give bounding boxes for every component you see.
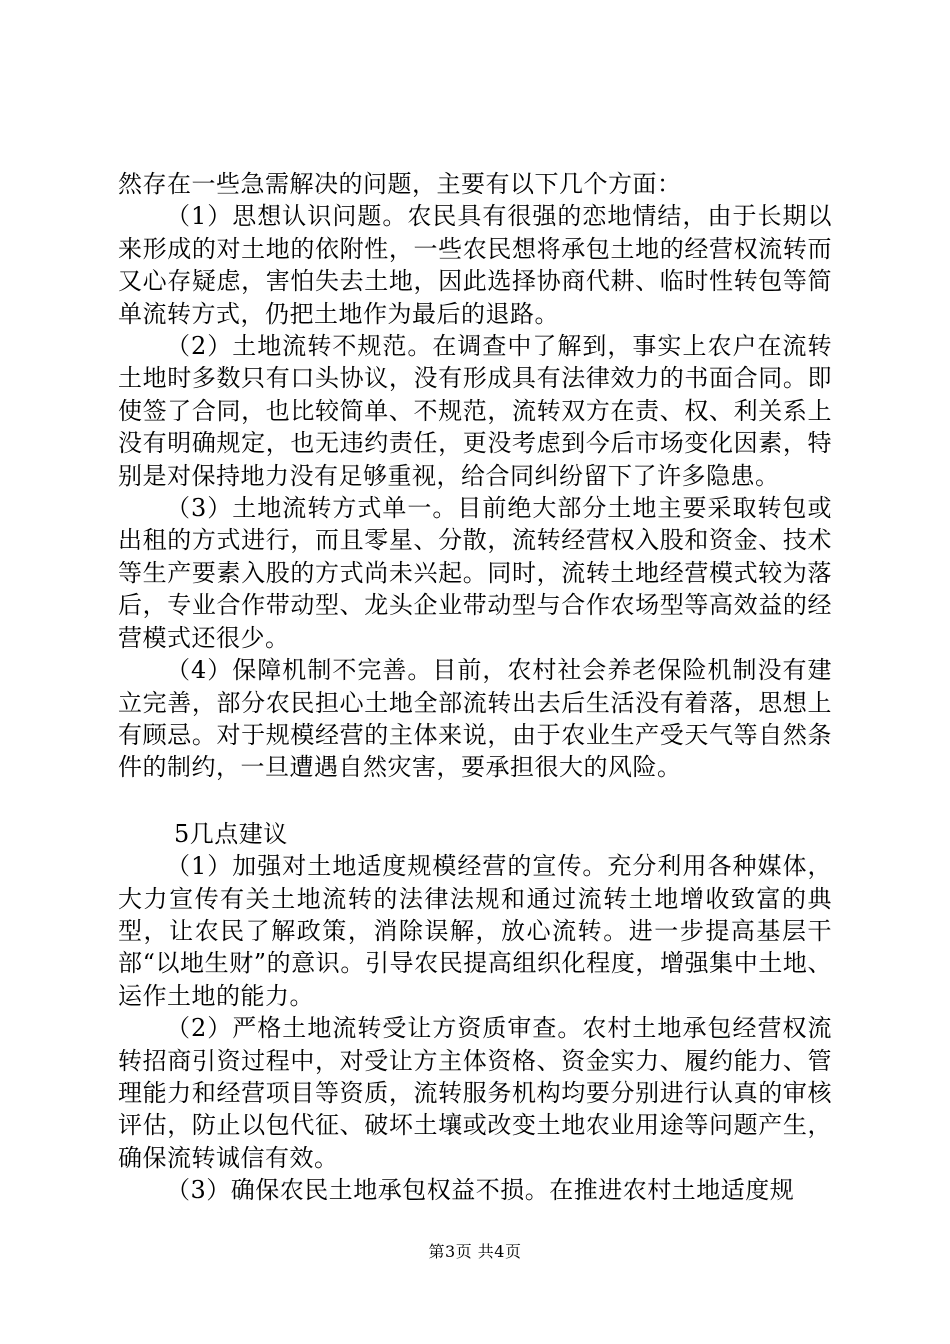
paragraph-suggestion-3: （3）确保农民土地承包权益不损。在推进农村土地适度规 [166,1176,795,1205]
paragraph-continuation: 然存在一些急需解决的问题，主要有以下几个方面： [118,170,682,198]
paragraph-issue-1: （1）思想认识问题。农民具有很强的恋地情结，由于长期以来形成的对土地的依附性，一些农民想将承包土地的经营权流转而又心存疑虑，害怕失去土地，因此选择协商代耕、临时性转包等简单流转方式，仍把土地作为最后的退路。 [118,202,832,328]
paragraph-issue-3: （3）土地流转方式单一。目前绝大部分土地主要采取转包或出租的方式进行，而且零星、分散，流转经营权入股和资金、技术等生产要素入股的方式尚未兴起。同时，流转土地经营模式较为落后，专业合作带动型、龙头企业带动型与合作农场型等高效益的经营模式还很少。 [118,494,832,652]
paragraph-suggestion-2: （2）严格土地流转受让方资质审查。农村土地承包经营权流转招商引资过程中，对受让方主体资格、资金实力、履约能力、管理能力和经营项目等资质，流转服务机构均要分别进行认真的审核评估，防止以包代征、破坏土壤或改变土地农业用途等问题产生，确保流转诚信有效。 [118,1014,832,1172]
paragraph-issue-4: （4）保障机制不完善。目前，农村社会养老保险机制没有建立完善，部分农民担心土地全部流转出去后生活没有着落，思想上有顾忌。对于规模经营的主体来说，由于农业生产受天气等自然条件的制约，一旦遭遇自然灾害，要承担很大的风险。 [118,656,832,782]
paragraph-suggestion-1: （1）加强对土地适度规模经营的宣传。充分利用各种媒体，大力宣传有关土地流转的法律法规和通过流转土地增收致富的典型，让农民了解政策，消除误解，放心流转。进一步提高基层干部“以地生财”的意识。引导农民提高组织化程度，增强集中土地、运作土地的能力。 [118,852,832,1010]
document-body [118,168,832,1207]
section-heading: 5几点建议 [174,819,288,848]
page-footer: 第3页 共4页 [428,1242,522,1261]
paragraph-issue-2: （2）土地流转不规范。在调查中了解到，事实上农户在流转土地时多数只有口头协议，没有形成具有法律效力的书面合同。即使签了合同，也比较简单、不规范，流转双方在责、权、利关系上没有明确规定，也无违约责任，更没考虑到今后市场变化因素，特别是对保持地力没有足够重视，给合同纠纷留下了许多隐患。 [118,332,832,490]
